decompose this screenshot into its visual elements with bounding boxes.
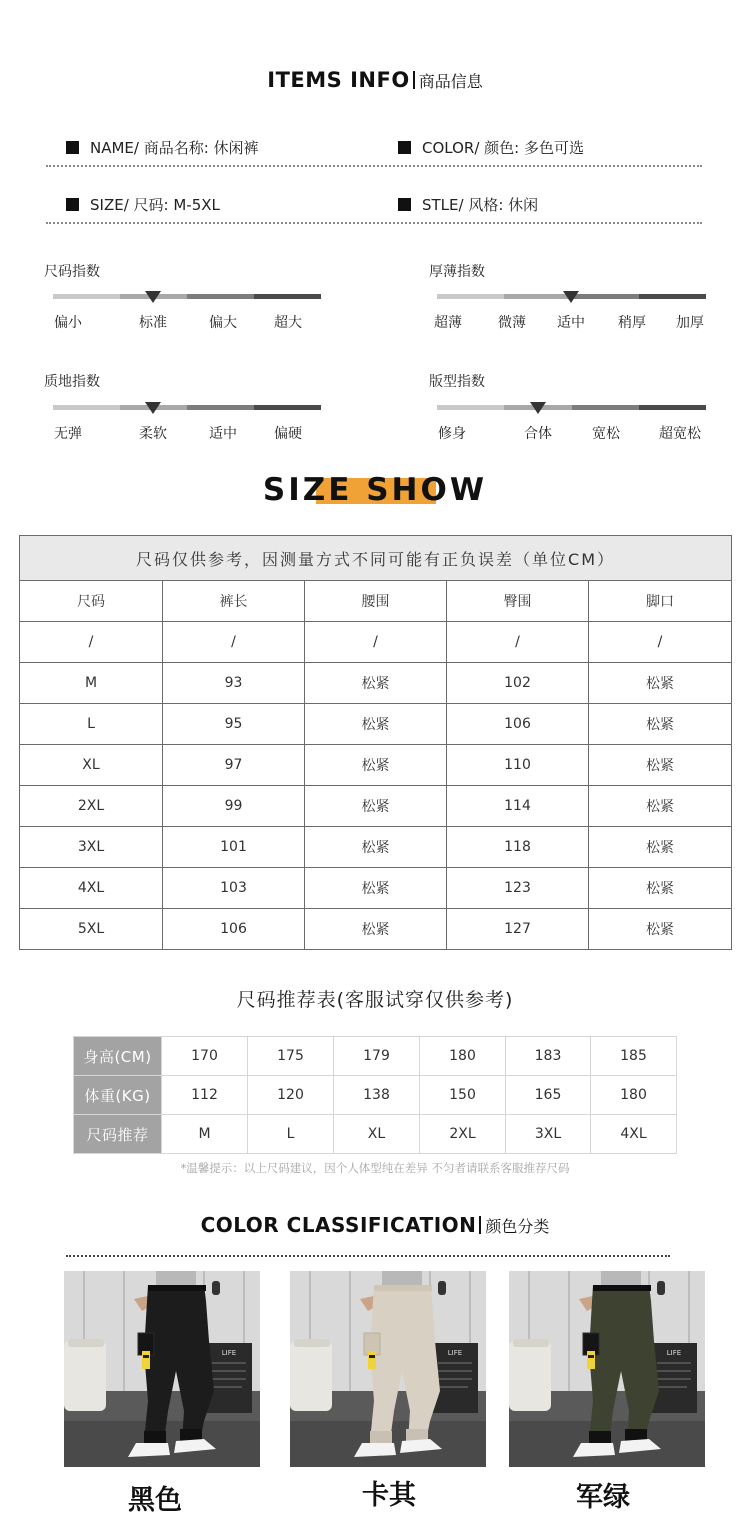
table-cell: 179	[334, 1037, 420, 1076]
index-scale-label: 超薄	[434, 315, 462, 331]
table-cell: 110	[447, 745, 589, 786]
table-cell: 4XL	[591, 1115, 677, 1154]
color-title-cn: 颜色分类	[485, 1217, 550, 1236]
table-row	[74, 1076, 677, 1115]
dotted-divider	[46, 165, 702, 167]
index-scale-label: 标准	[139, 315, 167, 331]
table-cell: 松紧	[305, 827, 447, 868]
row-header: 尺码推荐	[74, 1115, 162, 1154]
table-cell: 180	[591, 1076, 677, 1115]
index-scale-label: 微薄	[498, 315, 526, 331]
table-cell: 185	[591, 1037, 677, 1076]
row-header: 体重(KG)	[74, 1076, 162, 1115]
table-cell: 118	[447, 827, 589, 868]
recommend-table	[73, 1036, 677, 1154]
table-cell: /	[163, 622, 305, 663]
table-cell: 松紧	[305, 663, 447, 704]
info-color	[398, 137, 584, 158]
column-header: 裤长	[163, 581, 305, 622]
bullet-square-icon	[66, 198, 79, 211]
color-option-label: 军绿	[576, 1482, 630, 1513]
table-cell: 114	[447, 786, 589, 827]
table-cell: 112	[162, 1076, 248, 1115]
color-classification-header	[0, 1213, 750, 1237]
index-scale-label: 偏硬	[274, 426, 302, 442]
table-cell: 150	[420, 1076, 506, 1115]
info-name-text: NAME/ 商品名称: 休闲裤	[90, 139, 259, 157]
column-header: 腰围	[305, 581, 447, 622]
column-header: 尺码	[20, 581, 163, 622]
table-cell: 97	[163, 745, 305, 786]
column-header: 脚口	[589, 581, 732, 622]
table-cell: /	[447, 622, 589, 663]
table-cell: 138	[334, 1076, 420, 1115]
table-row	[20, 827, 732, 868]
table-cell: 183	[506, 1037, 591, 1076]
table-row	[74, 1115, 677, 1154]
size-show-title: SIZE SHOW	[262, 472, 488, 508]
size-show-header	[0, 472, 750, 508]
bullet-square-icon	[398, 141, 411, 154]
index-scale-label: 适中	[557, 315, 585, 331]
table-cell: /	[305, 622, 447, 663]
table-cell: XL	[20, 745, 163, 786]
index-scale-label: 适中	[209, 426, 237, 442]
index-scale-label: 合体	[524, 426, 552, 442]
bullet-square-icon	[66, 141, 79, 154]
table-cell: 2XL	[420, 1115, 506, 1154]
dotted-divider	[46, 222, 702, 224]
index-title: 尺码指数	[44, 264, 100, 280]
info-style	[398, 194, 538, 215]
size-table	[19, 535, 732, 950]
table-cell: 4XL	[20, 868, 163, 909]
table-cell: 165	[506, 1076, 591, 1115]
index-scale-bar	[53, 294, 321, 299]
size-table-caption: 尺码仅供参考，因测量方式不同可能有正负误差（单位CM）	[20, 536, 732, 581]
index-scale-bar	[437, 405, 706, 410]
table-cell: 3XL	[20, 827, 163, 868]
index-scale-label: 修身	[438, 426, 466, 442]
table-cell: 松紧	[589, 786, 732, 827]
table-cell: 120	[248, 1076, 334, 1115]
bullet-square-icon	[398, 198, 411, 211]
table-cell: L	[20, 704, 163, 745]
sign-text: LIFE	[221, 1349, 237, 1357]
table-cell: 松紧	[589, 868, 732, 909]
table-row	[20, 704, 732, 745]
recommend-title: 尺码推荐表(客服试穿仅供参考)	[236, 989, 514, 1011]
size-table-caption-row	[20, 536, 732, 581]
table-cell: 松紧	[305, 909, 447, 950]
index-title: 版型指数	[429, 374, 485, 390]
recommend-tip: *温馨提示：以上尺码建议，因个人体型纯在差异 不匀者请联系客服推荐尺码	[180, 1161, 570, 1175]
color-option-photo[interactable]	[64, 1271, 260, 1467]
index-scale-label: 偏大	[209, 315, 237, 331]
index-marker-icon	[563, 291, 579, 303]
sign-text: LIFE	[666, 1349, 682, 1357]
table-cell: 103	[163, 868, 305, 909]
color-option-photo[interactable]	[509, 1271, 705, 1467]
index-scale-label: 稍厚	[618, 315, 646, 331]
table-cell: 99	[163, 786, 305, 827]
column-header: 臀围	[447, 581, 589, 622]
color-option-label: 卡其	[362, 1480, 416, 1511]
table-cell: 松紧	[305, 786, 447, 827]
table-cell: 松紧	[305, 704, 447, 745]
info-size	[66, 194, 220, 215]
info-size-text: SIZE/ 尺码: M-5XL	[90, 196, 220, 214]
items-info-title-en: ITEMS INFO	[267, 68, 410, 92]
index-scale-label: 超大	[274, 315, 302, 331]
index-scale-label: 无弹	[54, 426, 82, 442]
info-color-text: COLOR/ 颜色: 多色可选	[422, 139, 584, 157]
table-cell: 180	[420, 1037, 506, 1076]
title-divider	[413, 71, 415, 89]
items-info-header	[0, 68, 750, 92]
items-info-title-cn: 商品信息	[418, 72, 483, 91]
table-cell: 123	[447, 868, 589, 909]
table-cell: M	[20, 663, 163, 704]
info-style-text: STLE/ 风格: 休闲	[422, 196, 539, 214]
index-scale-label: 宽松	[592, 426, 620, 442]
table-cell: 106	[447, 704, 589, 745]
row-header: 身高(CM)	[74, 1037, 162, 1076]
table-row	[20, 622, 732, 663]
table-cell: 95	[163, 704, 305, 745]
table-row	[20, 745, 732, 786]
color-title-en: COLOR CLASSIFICATION	[200, 1213, 477, 1237]
info-name	[66, 137, 259, 158]
index-title: 厚薄指数	[429, 264, 485, 280]
index-marker-icon	[145, 402, 161, 414]
index-scale-label: 柔软	[139, 426, 167, 442]
index-scale-label: 偏小	[54, 315, 82, 331]
table-cell: L	[248, 1115, 334, 1154]
table-cell: 5XL	[20, 909, 163, 950]
index-scale-label: 超宽松	[659, 426, 701, 442]
color-option-photo[interactable]	[290, 1271, 486, 1467]
table-cell: 松紧	[589, 827, 732, 868]
table-cell: XL	[334, 1115, 420, 1154]
table-cell: 松紧	[589, 909, 732, 950]
table-cell: 102	[447, 663, 589, 704]
table-cell: /	[20, 622, 163, 663]
table-row	[20, 909, 732, 950]
table-cell: 松紧	[305, 868, 447, 909]
index-title: 质地指数	[44, 374, 100, 390]
table-cell: 松紧	[589, 704, 732, 745]
table-cell: 松紧	[589, 745, 732, 786]
table-cell: 3XL	[506, 1115, 591, 1154]
table-cell: 170	[162, 1037, 248, 1076]
table-cell: 2XL	[20, 786, 163, 827]
table-cell: 93	[163, 663, 305, 704]
index-scale-label: 加厚	[676, 315, 704, 331]
table-cell: 101	[163, 827, 305, 868]
table-cell: 106	[163, 909, 305, 950]
table-cell: 松紧	[589, 663, 732, 704]
sign-text: LIFE	[447, 1349, 463, 1357]
index-marker-icon	[530, 402, 546, 414]
table-row	[20, 868, 732, 909]
table-cell: 127	[447, 909, 589, 950]
index-scale-bar	[53, 405, 321, 410]
color-option-label: 黑色	[128, 1485, 182, 1516]
table-cell: /	[589, 622, 732, 663]
title-divider	[479, 1216, 481, 1234]
table-row	[74, 1037, 677, 1076]
size-table-header-row	[20, 581, 732, 622]
table-cell: 175	[248, 1037, 334, 1076]
table-cell: M	[162, 1115, 248, 1154]
table-row	[20, 663, 732, 704]
dotted-divider	[66, 1255, 670, 1257]
table-row	[20, 786, 732, 827]
index-marker-icon	[145, 291, 161, 303]
table-cell: 松紧	[305, 745, 447, 786]
